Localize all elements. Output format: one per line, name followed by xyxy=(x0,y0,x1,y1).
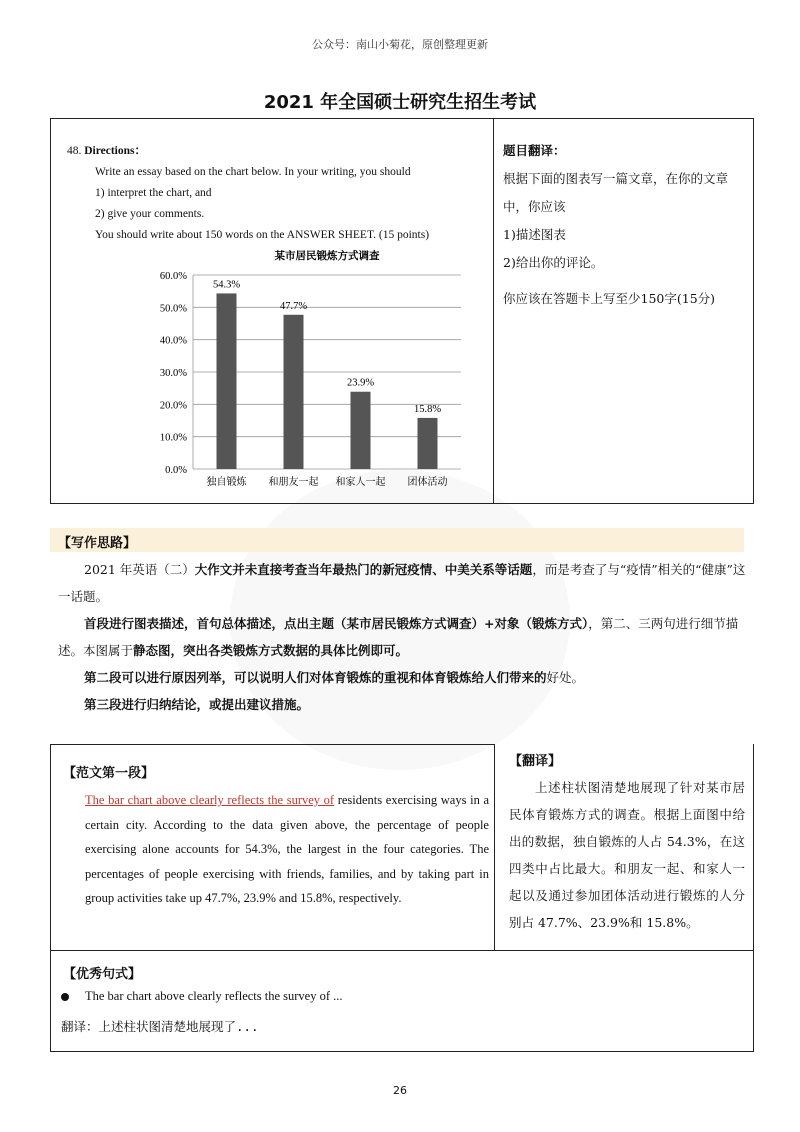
bar xyxy=(418,418,438,469)
writing-guide xyxy=(58,556,748,718)
question-line: Write an essay based on the chart below. In your writing, you should xyxy=(95,166,411,178)
y-tick-label: 30.0% xyxy=(159,368,187,379)
y-tick-label: 60.0% xyxy=(159,271,187,282)
sentence-bullet xyxy=(61,989,343,1004)
guide-bold: 静态图，突出各类锻炼方式数据的具体比例即可。 xyxy=(133,643,409,658)
sentence-translation: 翻译：上述柱状图清楚地展现了... xyxy=(61,1019,259,1034)
data-label: 47.7% xyxy=(279,300,308,312)
section-label: 【写作思路】 xyxy=(58,536,137,551)
y-tick-label: 20.0% xyxy=(159,400,187,412)
translation-line: 2)给出你的评论。 xyxy=(503,255,604,270)
guide-text: ，而是考查了与“疫情”相关的“健康”这一话题。 xyxy=(58,562,746,604)
translation-line: 1)描述图表 xyxy=(503,227,566,242)
essay-translation: 上述柱状图清楚地展现了针对某市居民体育锻炼方式的调查。根据上面图中给出的数据，独自锻炼的人占 54.3%，在这四类中占比最大。和朋友一起、和家人一起以及通过参加团体活动进行锻炼的人分别占 47.7%、23.9%和 15.8%。 xyxy=(509,780,745,930)
chart-svg xyxy=(131,247,471,487)
page-number: 26 xyxy=(393,1084,407,1097)
guide-paragraph xyxy=(58,691,748,718)
guide-bold: 大作文并未直接考查当年最热门的新冠疫情、中美关系等话题 xyxy=(194,562,533,577)
y-tick-label: 0.0% xyxy=(165,465,187,476)
sentence-label: 【优秀句式】 xyxy=(63,967,142,982)
guide-paragraph xyxy=(58,556,748,610)
question-number: 48. xyxy=(67,145,82,157)
data-label: 54.3% xyxy=(212,279,241,291)
section-header xyxy=(50,528,744,552)
guide-bold: 首段进行图表描述，首句总体描述，点出主题（某市居民锻炼方式调查）+对象（锻炼方式） xyxy=(84,616,589,631)
data-label: 15.8% xyxy=(413,403,442,415)
bar xyxy=(284,315,304,469)
highlight-phrase: The bar chart above clearly reflects the survey of xyxy=(85,793,335,807)
sentence-box xyxy=(50,950,754,1052)
guide-text: 好处。 xyxy=(546,670,585,685)
essay-box xyxy=(50,744,754,951)
essay-translation-label: 【翻译】 xyxy=(509,754,562,769)
guide-bold: 第三段进行归纳结论，或提出建议措施。 xyxy=(84,697,310,712)
question-line: 2) give your comments. xyxy=(95,208,205,220)
y-tick-label: 50.0% xyxy=(159,303,187,315)
bar xyxy=(217,293,237,469)
box-top-line xyxy=(51,744,494,745)
essay-paragraph xyxy=(85,788,489,911)
question-line: 1) interpret the chart, and xyxy=(95,187,212,199)
question-text xyxy=(67,141,487,246)
directions-label: Directions： xyxy=(84,145,147,157)
question-line: You should write about 150 words on the ANSWER SHEET. (15 points) xyxy=(95,229,430,241)
guide-bold: 第二段可以进行原因列举，可以说明人们对体育锻炼的重视和体育锻炼给人们带来的 xyxy=(84,670,547,685)
question-box xyxy=(50,118,754,504)
bullet-icon xyxy=(61,993,69,1001)
bar-chart xyxy=(131,247,471,491)
x-tick-label: 独自锻炼 xyxy=(206,477,247,487)
y-tick-label: 40.0% xyxy=(159,335,187,347)
header-note: 公众号：南山小菊花，原创整理更新 xyxy=(312,38,488,51)
guide-paragraph xyxy=(58,610,748,664)
column-divider xyxy=(494,744,495,950)
guide-text: ，第二、三两句进行细节描述。本图属于 xyxy=(58,616,739,658)
translation-line: 你应该在答题卡上写至少150字(15分) xyxy=(503,291,716,306)
chart-title: 某市居民锻炼方式调查 xyxy=(274,250,380,262)
page-title: 2021 年全国硕士研究生招生考试 xyxy=(263,92,537,113)
essay-text: residents exercising ways in a certain city. According to the data given above, the percentage of people exercising alone accounts for 54.3%, the largest in the four categories. The percentages of people exercising with friends, families, and by taking part in group activities take up 47.7%, 23.9% and 15.8%, respectively. xyxy=(85,793,490,905)
x-tick-label: 和家人一起 xyxy=(335,477,386,487)
essay-label: 【范文第一段】 xyxy=(63,766,155,781)
guide-text: 2021 年英语（二） xyxy=(84,562,195,577)
bar xyxy=(351,392,371,469)
x-tick-label: 和朋友一起 xyxy=(268,477,319,487)
data-label: 23.9% xyxy=(346,377,375,389)
translation-line: 根据下面的图表写一篇文章，在你的文章中，你应该 xyxy=(503,171,729,214)
question-translation xyxy=(503,137,743,313)
translation-title: 题目翻译： xyxy=(503,143,566,158)
sentence-text: The bar chart above clearly reflects the survey of ... xyxy=(85,989,343,1003)
x-tick-label: 团体活动 xyxy=(407,477,448,487)
y-tick-label: 10.0% xyxy=(159,432,187,444)
guide-paragraph xyxy=(58,664,748,691)
column-divider xyxy=(493,119,494,503)
